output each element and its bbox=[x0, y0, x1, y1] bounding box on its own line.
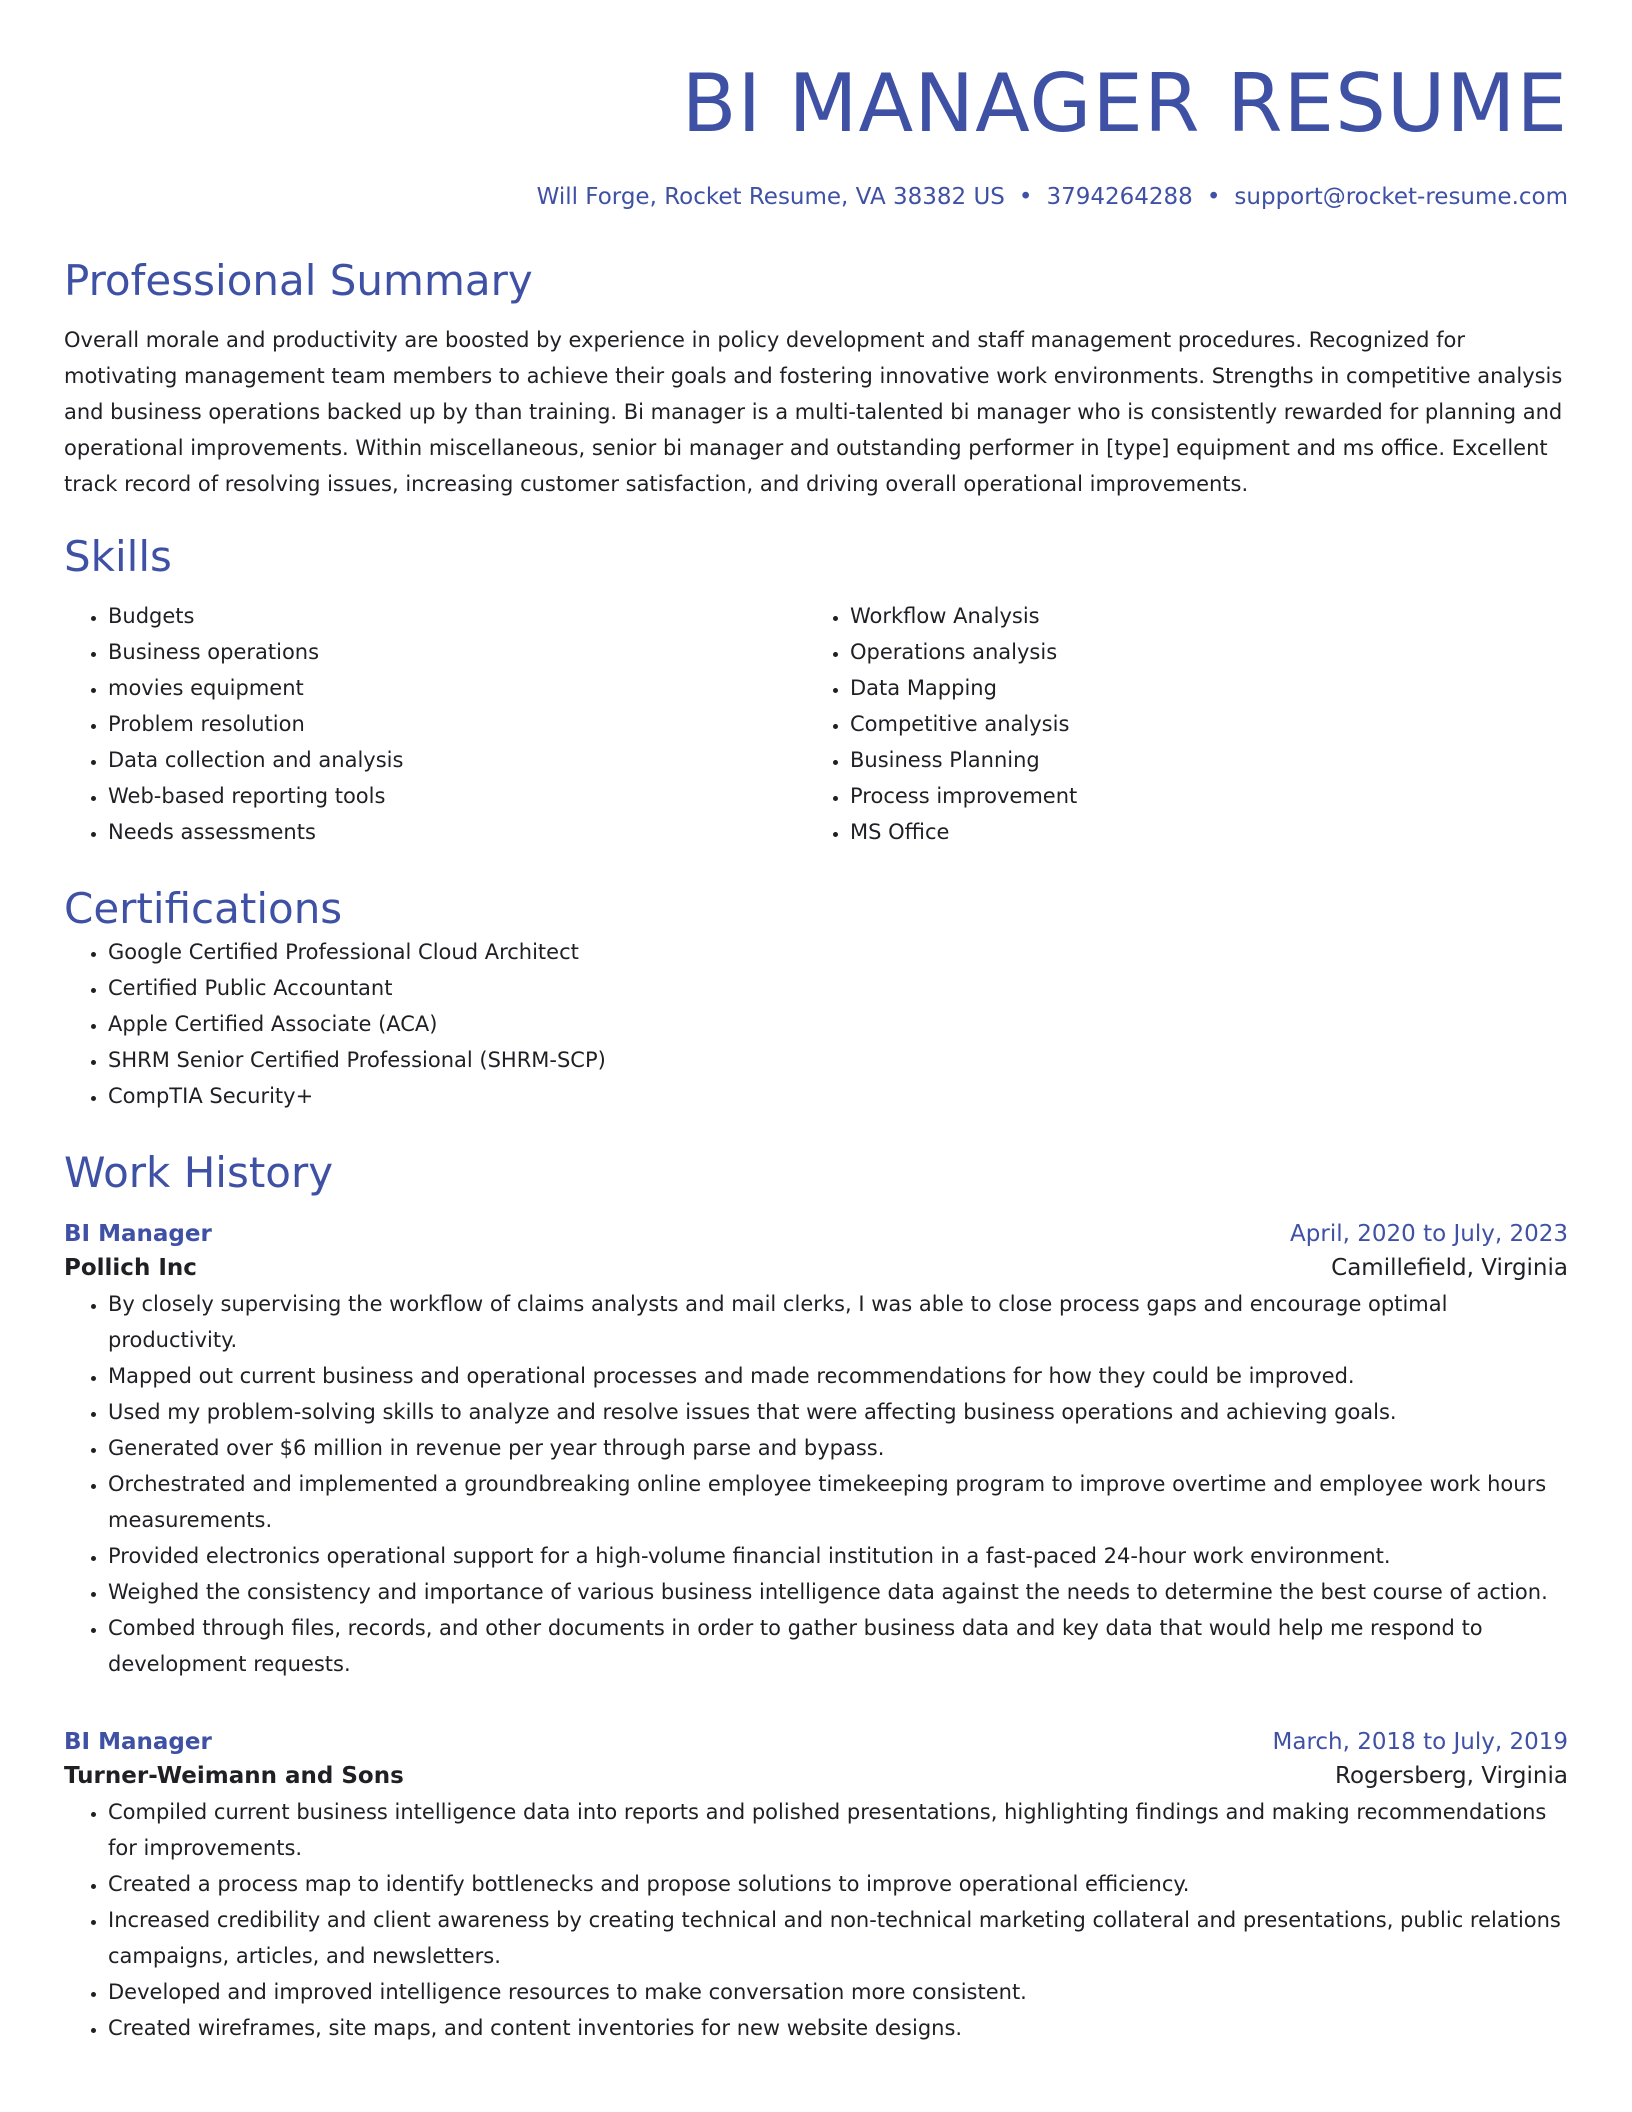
skill-item: • Problem resolution bbox=[108, 706, 806, 742]
job-bullet: • Created a process map to identify bottlenecks and propose solutions to improve operational efficiency. bbox=[108, 1866, 1568, 1902]
job-role: BI Manager bbox=[64, 1221, 212, 1247]
job-company: Turner-Weimann and Sons bbox=[64, 1763, 404, 1789]
contact-phone: 3794264288 bbox=[1046, 184, 1193, 210]
job-bullet: • By closely supervising the workflow of claims analysts and mail clerks, I was able to close process gaps and encourage optimal productivity. bbox=[108, 1286, 1568, 1358]
job-bullet: • Developed and improved intelligence resources to make conversation more consistent. bbox=[108, 1974, 1568, 2010]
certification-item: • SHRM Senior Certified Professional (SHRM-SCP) bbox=[108, 1042, 1568, 1078]
job-bullet: • Combed through files, records, and other documents in order to gather business data and key data that would help me respond to development requests. bbox=[108, 1610, 1568, 1682]
skill-item: • Business Planning bbox=[850, 742, 1548, 778]
job-bullet-list bbox=[64, 1794, 1568, 2046]
skill-item: • Process improvement bbox=[850, 778, 1548, 814]
skills-columns bbox=[64, 598, 1568, 850]
job-header-row bbox=[64, 1218, 1568, 1250]
skill-item: • Operations analysis bbox=[850, 634, 1548, 670]
skill-item: • MS Office bbox=[850, 814, 1548, 850]
job-bullet: • Increased credibility and client awareness by creating technical and non-technical marketing collateral and presentations, public relations campaigns, articles, and newsletters. bbox=[108, 1902, 1568, 1974]
job-bullet-list bbox=[64, 1286, 1568, 1682]
job-company-row bbox=[64, 1758, 1568, 1794]
job-entry bbox=[64, 1218, 1568, 1682]
contact-email[interactable]: support@rocket-resume.com bbox=[1234, 184, 1568, 210]
skill-item: • Business operations bbox=[108, 634, 806, 670]
summary-heading: Professional Summary bbox=[64, 256, 533, 305]
contact-address: Will Forge, Rocket Resume, VA 38382 US bbox=[536, 184, 1005, 210]
job-bullet: • Orchestrated and implemented a groundbreaking online employee timekeeping program to improve overtime and employee work hours measurements. bbox=[108, 1466, 1568, 1538]
job-role: BI Manager bbox=[64, 1729, 212, 1755]
job-company: Pollich Inc bbox=[64, 1255, 197, 1281]
job-bullet: • Generated over $6 million in revenue per year through parse and bypass. bbox=[108, 1430, 1568, 1466]
page-title: BI MANAGER RESUME bbox=[681, 57, 1568, 150]
job-entry bbox=[64, 1726, 1568, 2046]
job-location: Rogersberg, Virginia bbox=[1335, 1763, 1568, 1789]
skill-item: • Budgets bbox=[108, 598, 806, 634]
job-header-row bbox=[64, 1726, 1568, 1758]
skill-item: • Data collection and analysis bbox=[108, 742, 806, 778]
job-bullet: • Used my problem-solving skills to analyze and resolve issues that were affecting business operations and achieving goals. bbox=[108, 1394, 1568, 1430]
skill-item: • Competitive analysis bbox=[850, 706, 1548, 742]
certification-item: • Certified Public Accountant bbox=[108, 970, 1568, 1006]
skill-item: • Needs assessments bbox=[108, 814, 806, 850]
certification-item: • Google Certified Professional Cloud Architect bbox=[108, 934, 1568, 970]
job-location: Camillefield, Virginia bbox=[1331, 1255, 1568, 1281]
skill-item: • Data Mapping bbox=[850, 670, 1548, 706]
job-bullet: • Created wireframes, site maps, and content inventories for new website designs. bbox=[108, 2010, 1568, 2046]
certification-item: • Apple Certified Associate (ACA) bbox=[108, 1006, 1568, 1042]
skills-list-left bbox=[64, 598, 806, 850]
job-company-row bbox=[64, 1250, 1568, 1286]
job-bullet: • Weighed the consistency and importance of various business intelligence data against the needs to determine the best course of action. bbox=[108, 1574, 1568, 1610]
skills-column-left bbox=[64, 598, 806, 850]
certification-item: • CompTIA Security+ bbox=[108, 1078, 1568, 1114]
job-dates: March, 2018 to July, 2019 bbox=[1272, 1729, 1568, 1755]
certifications-heading: Certifications bbox=[64, 884, 343, 933]
certifications-list bbox=[64, 934, 1568, 1114]
contact-separator: • bbox=[1018, 184, 1033, 210]
skills-heading: Skills bbox=[64, 532, 172, 581]
skills-column-right bbox=[806, 598, 1548, 850]
summary-text: Overall morale and productivity are boosted by experience in policy development and staff management procedures. Recognized for motivating management team members to achieve their goals and fostering innovative work environments. Strengths in competitive analysis and business operations backed up by than training. Bi manager is a multi-talented bi manager who is consistently rewarded for planning and operational improvements. Within miscellaneous, senior bi manager and outstanding performer in [type] equipment and ms office. Excellent track record of resolving issues, increasing customer satisfaction, and driving overall operational improvements. bbox=[64, 328, 1563, 496]
skill-item: • Web-based reporting tools bbox=[108, 778, 806, 814]
contact-separator: • bbox=[1206, 184, 1221, 210]
job-bullet: • Mapped out current business and operational processes and made recommendations for how they could be improved. bbox=[108, 1358, 1568, 1394]
skill-item: • movies equipment bbox=[108, 670, 806, 706]
job-bullet: • Compiled current business intelligence data into reports and polished presentations, highlighting findings and making recommendations for improvements. bbox=[108, 1794, 1568, 1866]
skills-list-right bbox=[806, 598, 1548, 850]
work-history-heading: Work History bbox=[64, 1148, 334, 1197]
job-bullet: • Provided electronics operational support for a high-volume financial institution in a fast-paced 24-hour work environment. bbox=[108, 1538, 1568, 1574]
contact-line bbox=[64, 182, 1568, 212]
job-dates: April, 2020 to July, 2023 bbox=[1290, 1221, 1568, 1247]
skill-item: • Workflow Analysis bbox=[850, 598, 1548, 634]
